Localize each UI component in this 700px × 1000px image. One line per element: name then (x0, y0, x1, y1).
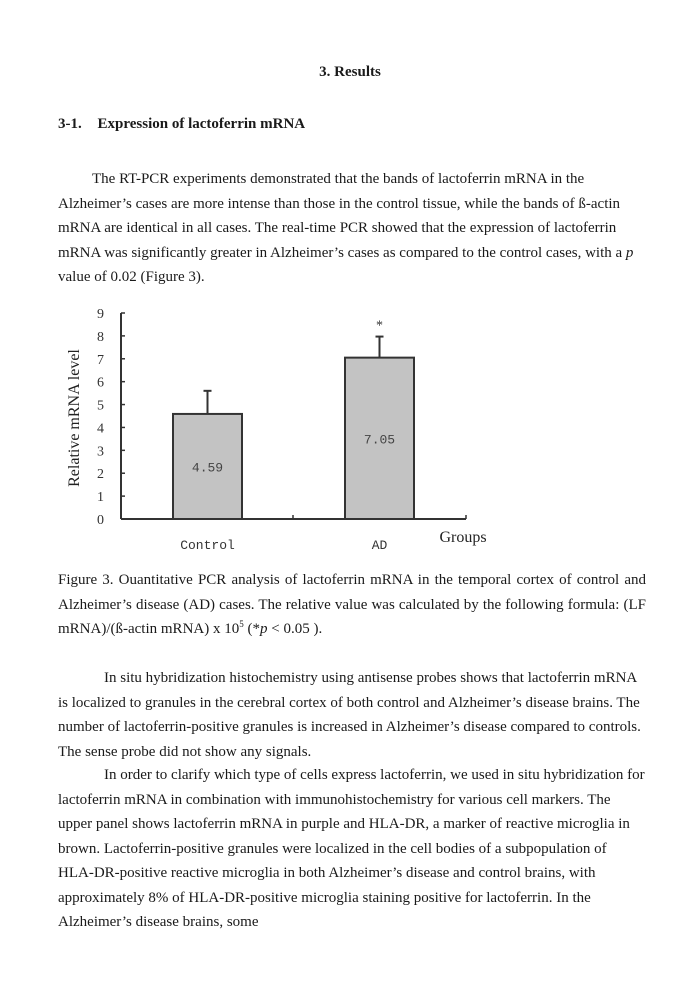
caption-superscript: 5 (239, 619, 244, 629)
x-category-label: AD (371, 538, 388, 553)
subsection-heading (58, 116, 305, 133)
y-tick-label: 4 (97, 421, 104, 437)
caption-text-open: (* (243, 621, 260, 637)
y-axis-title: Relative mRNA level (66, 349, 83, 487)
y-tick-label: 9 (97, 307, 104, 322)
subsection-number: 3-1. (58, 116, 82, 132)
y-tick-label: 0 (97, 513, 104, 528)
caption-text: Figure 3. Ouantitative PCR analysis of lactoferrin mRNA in the temporal cortex of control and Alzheimer’s disease (AD) cases. The relative value was calculated by the following formula: (LF mRNA)/(ß-actin mRNA) x 10 (58, 572, 646, 637)
subsection-title: Expression of lactoferrin mRNA (97, 116, 306, 132)
paragraph-text: In situ hybridization histochemistry using antisense probes shows that lactoferrin mRNA is localized to granules in the cerebral cortex of both control and Alzheimer’s disease brains. The number of lactoferrin-positive granules is increased in Alzheimer’s disease compared to controls. The sense probe did not show any signals. (58, 670, 641, 760)
y-tick-label: 8 (97, 329, 104, 345)
bar-value-label: 4.59 (191, 460, 224, 476)
paragraph-text: The RT-PCR experiments demonstrated that the bands of lactoferrin mRNA in the Alzheimer’s cases are more intense than those in the control tissue, while the bands of ß-actin mRNA are identical in all cases. The real-time PCR showed that the expression of lactoferrin mRNA was significantly greater in Alzheimer’s cases as compared to the control cases, with a (58, 171, 626, 261)
caption-p-symbol: p (259, 621, 268, 637)
p-symbol: p (625, 244, 634, 261)
y-tick-label: 7 (97, 352, 104, 368)
bar-value-label: 7.05 (363, 432, 396, 448)
x-category-label: Control (180, 538, 235, 553)
caption-text-close: < 0.05 ). (267, 621, 323, 637)
paragraph-text: In order to clarify which type of cells express lactoferrin, we used in situ hybridization for lactoferrin mRNA in combination with immunohistochemistry for various cell markers. The upper panel shows lactoferrin mRNA in purple and HLA-DR, a marker of reactive microglia in brown. Lactoferrin-positive granules were localized in the cell bodies of a subpopulation of HLA-DR-positive reactive microglia in both Alzheimer’s disease and control brains, with approximately 8% of HLA-DR-positive microglia staining positive for lactoferrin. In the Alzheimer’s disease brains, some (58, 767, 645, 930)
paragraph-cell-markers (58, 763, 646, 935)
paragraph-rt-pcr (58, 167, 646, 290)
y-tick-label: 6 (97, 375, 104, 391)
y-tick-label: 2 (97, 467, 104, 483)
section-title: 3. Results (319, 64, 381, 80)
significance-marker: * (376, 318, 383, 334)
figure-caption (58, 568, 646, 642)
y-tick-label: 1 (97, 490, 104, 506)
chart-plot-area (66, 307, 487, 553)
paragraph-text-tail: value of 0.02 (Figure 3). (58, 269, 205, 285)
paragraph-in-situ (58, 666, 646, 764)
x-axis-title: Groups (439, 529, 487, 546)
figure-3-bar-chart (0, 290, 700, 560)
y-tick-label: 5 (97, 398, 104, 414)
y-tick-label: 3 (97, 444, 104, 460)
